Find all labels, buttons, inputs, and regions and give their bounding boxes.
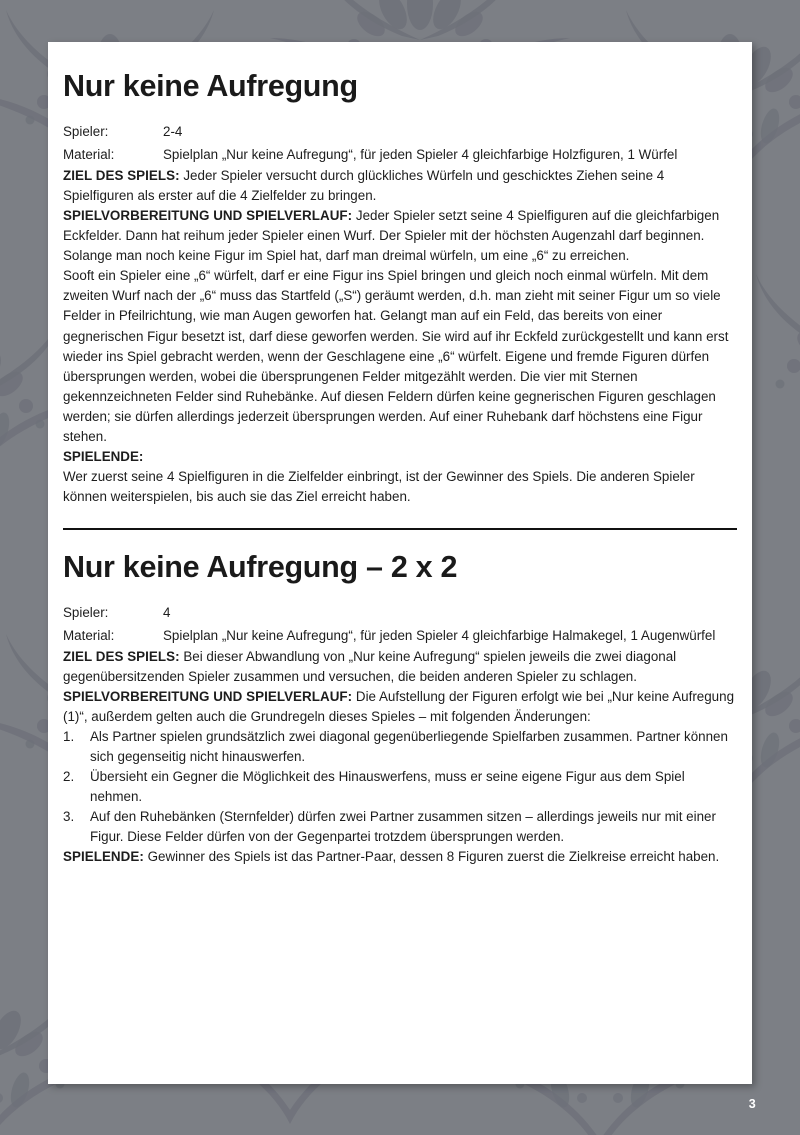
meta-row-material [63, 143, 737, 166]
page-title-2: Nur keine Aufregung – 2 x 2 [63, 549, 458, 584]
meta-table-1 [63, 120, 737, 166]
ending-text-2: Gewinner des Spiels ist das Partner-Paar, dessen 8 Figuren zuerst die Zielkreise erreicht haben. [143, 849, 720, 865]
section-nur-keine-aufregung-2x2 [63, 550, 737, 868]
list-item-number: 3. [63, 809, 75, 825]
document-sheet [48, 42, 752, 1084]
goal-text-2: Bei dieser Abwandlung von „Nur keine Aufregung“ spielen jeweils die zwei diagonal gegenübersitzenden Spieler zusammen und versuchen, die beiden anderen Spieler zu schlagen. [63, 649, 677, 685]
list-item-text: Auf den Ruhebänken (Sternfelder) dürfen zwei Partner zusammen sitzen – allerdings jeweils nur mit einer Figur. Diese Felder dürfen von der Gegenpartei trotzdem übersprungen werden. [90, 809, 716, 845]
meta-label-spieler: Spieler: [63, 124, 109, 140]
meta-value-spieler-2: 4 [163, 604, 171, 620]
meta-value-material: Spielplan „Nur keine Aufregung“, für jeden Spieler 4 gleichfarbige Holzfiguren, 1 Würfel [163, 147, 678, 163]
goal-text-1: Jeder Spieler versucht durch glückliches Würfeln und geschicktes Ziehen seine 4 Spielfiguren als erster auf die 4 Zielfelder zu bringen. [63, 168, 665, 204]
setup-text-1: Jeder Spieler setzt seine 4 Spielfiguren auf die gleichfarbigen Eckfelder. Dann hat reihum jeder Spieler einen Wurf. Der Spieler mit der höchsten Augenzahl darf beginnen. Solange man noch keine Figur im Spiel hat, darf man dreimal würfeln, um eine „6“ zu erreichen. [63, 208, 720, 264]
setup-text-2: Die Aufstellung der Figuren erfolgt wie bei „Nur keine Aufregung (1)“, außerdem gelten auch die Grundregeln dieses Spieles – mit folgenden Änderungen: [63, 689, 735, 725]
setup-continuation-1: Sooft ein Spieler eine „6“ würfelt, darf er eine Figur ins Spiel bringen und gleich noch einmal würfeln. Mit dem zweiten Wurf nach der „6“ muss das Startfeld („S“) geräumt werden, d.h. man zieht mit seiner Figur um so viele Felder in Pfeilrichtung, wie man Augen geworfen hat. Gelangt man auf ein Feld, das bereits von einer gegnerischen Figur besetzt ist, darf diese geworfen werden. Sie wird auf ihr Eckfeld zurückgestellt und kann erst wieder ins Spiel gebracht werden, wenn der Geschlagene eine „6“ würfelt. Eigene und fremde Figuren dürfen übersprungen werden, wobei die übersprungenen Felder mitgezählt werden. Die vier mit Sternen gekennzeichneten Felder sind Ruhebänke. Auf diesen Feldern dürfen keine gegnerischen Figuren geschlagen werden; sie dürfen allerdings jederzeit übersprungen werden. Auf einer Ruhebank darf höchstens eine Figur stehen. [63, 268, 729, 444]
ending-heading-2: SPIELENDE: [63, 849, 144, 865]
meta-table-2 [63, 601, 737, 647]
list-item [63, 807, 737, 847]
meta-row-spieler [63, 120, 737, 143]
goal-paragraph-2 [63, 647, 737, 687]
ending-text-1: Wer zuerst seine 4 Spielfiguren in die Zielfelder einbringt, ist der Gewinner des Spiels. Die anderen Spieler können weiterspielen, bis auch sie das Ziel erreicht haben. [63, 468, 695, 504]
list-item [63, 727, 737, 767]
setup-paragraph-2 [63, 687, 737, 727]
meta-row-material-2 [63, 624, 737, 647]
goal-heading-2: ZIEL DES SPIELS: [63, 649, 180, 665]
list-item-number: 1. [63, 729, 75, 745]
rules-list [63, 727, 737, 847]
meta-label-spieler-2: Spieler: [63, 604, 109, 620]
setup-heading-2: SPIELVORBEREITUNG UND SPIELVERLAUF: [63, 689, 353, 705]
list-item-number: 2. [63, 769, 75, 785]
section-divider [63, 528, 737, 530]
setup-heading-1: SPIELVORBEREITUNG UND SPIELVERLAUF: [63, 208, 353, 224]
meta-label-material: Material: [63, 147, 115, 163]
section-nur-keine-aufregung [63, 69, 737, 530]
meta-value-material-2: Spielplan „Nur keine Aufregung“, für jeden Spieler 4 gleichfarbige Halmakegel, 1 Augenwürfel [163, 627, 716, 643]
ending-heading-1: SPIELENDE: [63, 448, 144, 464]
goal-heading-1: ZIEL DES SPIELS: [63, 168, 180, 184]
meta-value-spieler: 2-4 [163, 124, 183, 140]
setup-paragraph-1 [63, 206, 737, 266]
page-number: 3 [748, 1097, 756, 1111]
meta-label-material-2: Material: [63, 627, 115, 643]
list-item-text: Als Partner spielen grundsätzlich zwei diagonal gegenüberliegende Spielfarben zusammen. Partner können sich gegenseitig nicht hinauswerfen. [90, 729, 728, 765]
ending-paragraph-2 [63, 847, 737, 867]
list-item [63, 767, 737, 807]
meta-row-spieler-2 [63, 601, 737, 624]
ending-paragraph-1 [63, 447, 737, 507]
goal-paragraph-1 [63, 166, 737, 206]
page-title: Nur keine Aufregung [63, 69, 358, 103]
list-item-text: Übersieht ein Gegner die Möglichkeit des Hinauswerfens, muss er seine eigene Figur aus dem Spiel nehmen. [90, 769, 685, 805]
